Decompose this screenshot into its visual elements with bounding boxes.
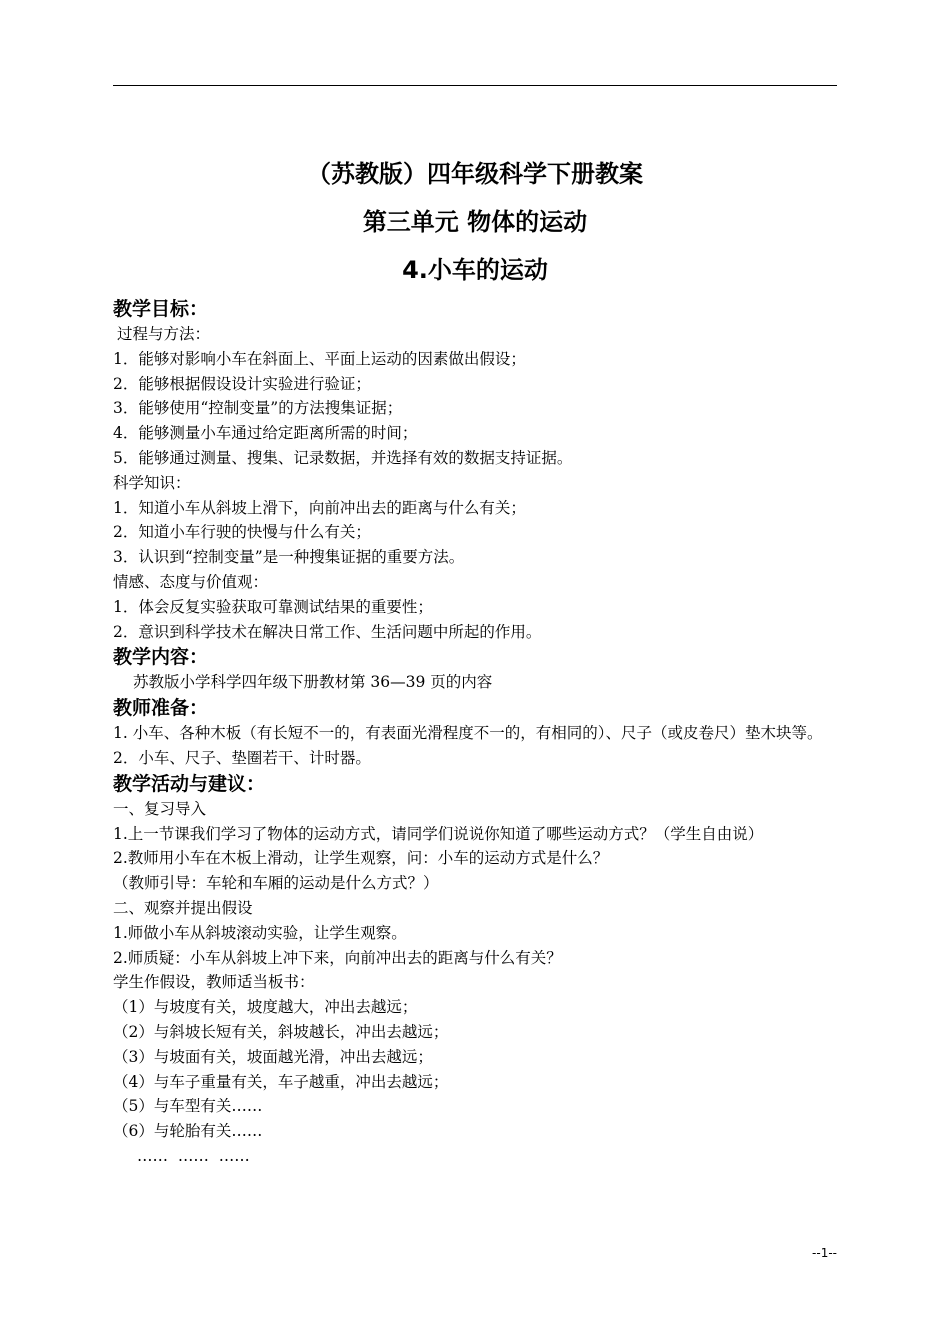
header-rule xyxy=(113,85,837,86)
knowledge-item: 2．知道小车行驶的快慢与什么有关； xyxy=(113,523,371,542)
activity-note: （教师引导：车轮和车厢的运动是什么方式？） xyxy=(113,874,439,893)
attitude-label: 情感、态度与价值观： xyxy=(113,572,269,591)
preparation-item: 2．小车、尺子、垫圈若干、计时器。 xyxy=(113,748,371,767)
activity-item: 2.教师用小车在木板上滑动，让学生观察，问：小车的运动方式是什么？ xyxy=(113,849,609,868)
process-label: 过程与方法： xyxy=(117,325,211,343)
process-item: 3．能够使用“控制变量”的方法搜集证据； xyxy=(113,399,403,418)
activity-item: 2.师质疑：小车从斜坡上冲下来，向前冲出去的距离与什么有关？ xyxy=(113,948,562,967)
content-heading: 教学内容： xyxy=(113,646,209,669)
title-block xyxy=(113,150,837,294)
knowledge-item: 3．认识到“控制变量”是一种搜集证据的重要方法。 xyxy=(113,548,465,567)
lesson-body xyxy=(113,296,837,1169)
preparation-item: 1. 小车、各种木板（有长短不一的，有表面光滑程度不一的，有相同的）、尺子（或皮卷尺）垫木块等。 xyxy=(113,724,823,743)
section-label: 一、复习导入 xyxy=(113,799,207,818)
knowledge-item: 1．知道小车从斜坡上滑下，向前冲出去的距离与什么有关； xyxy=(113,498,526,517)
attitude-item: 1．体会反复实验获取可靠测试结果的重要性； xyxy=(113,597,433,616)
hypothesis-item: （1）与坡度有关，坡度越大，冲出去越远； xyxy=(113,998,418,1017)
activity-intro: 学生作假设，教师适当板书： xyxy=(113,973,315,992)
knowledge-label: 科学知识： xyxy=(113,473,191,492)
content-text: 苏教版小学科学四年级下册教材第 36—39 页的内容 xyxy=(133,673,493,692)
attitude-item: 2．意识到科学技术在解决日常工作、生活问题中所起的作用。 xyxy=(113,622,542,641)
page-number: --1-- xyxy=(812,1246,837,1260)
process-item: 4．能够测量小车通过给定距离所需的时间； xyxy=(113,424,418,443)
section-label: 二、观察并提出假设 xyxy=(113,898,253,917)
hypothesis-item: （3）与坡面有关，坡面越光滑，冲出去越远； xyxy=(113,1047,433,1066)
hypothesis-item: （6）与轮胎有关…… xyxy=(113,1122,263,1141)
hypothesis-item: （2）与斜坡长短有关，斜坡越长，冲出去越远； xyxy=(113,1022,449,1041)
process-item: 5．能够通过测量、搜集、记录数据，并选择有效的数据支持证据。 xyxy=(113,448,573,467)
objectives-heading: 教学目标： xyxy=(113,298,209,320)
unit-title: 第三单元 物体的运动 xyxy=(362,208,588,236)
preparation-heading: 教师准备： xyxy=(113,697,209,720)
lesson-title: 4.小车的运动 xyxy=(402,256,548,284)
process-item: 2．能够根据假设设计实验进行验证； xyxy=(113,374,371,393)
document-title: （苏教版）四年级科学下册教案 xyxy=(307,160,643,188)
activity-item: 1.师做小车从斜坡滚动实验，让学生观察。 xyxy=(113,923,407,942)
activity-item: 1.上一节课我们学习了物体的运动方式，请同学们说说你知道了哪些运动方式？（学生自由说） xyxy=(113,824,764,843)
ellipsis-line: …… …… …… xyxy=(137,1146,250,1165)
hypothesis-item: （4）与车子重量有关，车子越重，冲出去越远； xyxy=(113,1072,449,1091)
hypothesis-item: （5）与车型有关…… xyxy=(113,1097,263,1116)
process-item: 1．能够对影响小车在斜面上、平面上运动的因素做出假设； xyxy=(113,349,526,368)
activities-heading: 教学活动与建议： xyxy=(113,772,266,795)
